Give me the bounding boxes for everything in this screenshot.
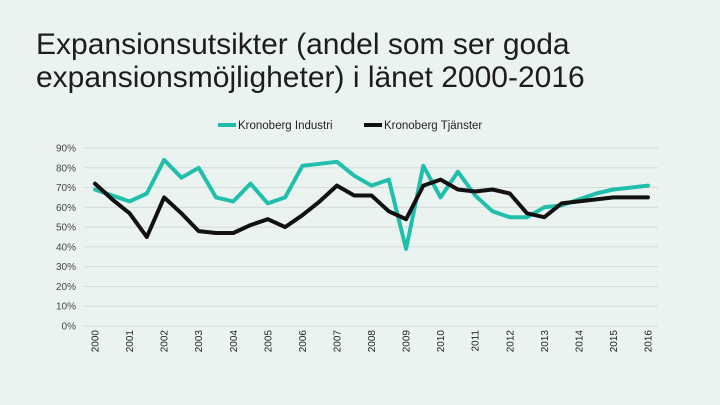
series-lines [95, 160, 648, 249]
y-tick-label: 70% [55, 183, 76, 195]
x-tick-label: 2012 [505, 330, 517, 353]
y-tick-label: 0% [61, 321, 76, 333]
legend-label-industri: Kronoberg Industri [238, 120, 333, 132]
y-tick-label: 40% [55, 242, 76, 254]
legend [218, 120, 482, 132]
x-tick-label: 2000 [90, 330, 102, 353]
x-axis-ticks [91, 330, 655, 353]
x-tick-label: 2014 [574, 330, 586, 353]
x-tick-label: 2010 [436, 330, 448, 353]
chart-title: Expansionsutsikter (andel som ser goda expansionsmöjligheter) i länet 2000-2016 [36, 28, 585, 94]
x-tick-label: 2007 [332, 330, 344, 353]
x-tick-label: 2001 [125, 330, 137, 353]
x-tick-label: 2013 [539, 330, 551, 353]
y-tick-label: 90% [55, 143, 76, 155]
x-tick-label: 2004 [228, 330, 240, 353]
x-tick-label: 2006 [297, 330, 309, 353]
y-tick-label: 30% [55, 262, 76, 274]
gridlines [84, 148, 658, 326]
y-tick-label: 50% [55, 222, 76, 234]
legend-label-tjanster: Kronoberg Tjänster [384, 120, 483, 132]
y-axis-ticks [56, 144, 76, 333]
y-tick-label: 10% [55, 301, 76, 313]
x-tick-label: 2009 [401, 330, 413, 353]
y-tick-label: 20% [55, 281, 76, 293]
x-tick-label: 2015 [608, 330, 620, 353]
x-tick-label: 2016 [643, 330, 655, 353]
y-tick-label: 60% [55, 202, 76, 214]
x-tick-label: 2008 [367, 330, 378, 353]
x-tick-label: 2002 [159, 330, 171, 353]
y-tick-label: 80% [55, 163, 76, 175]
x-tick-label: 2011 [470, 330, 482, 352]
x-tick-label: 2003 [194, 330, 206, 353]
series-line-tjanster [95, 180, 648, 237]
x-tick-label: 2005 [263, 330, 275, 353]
